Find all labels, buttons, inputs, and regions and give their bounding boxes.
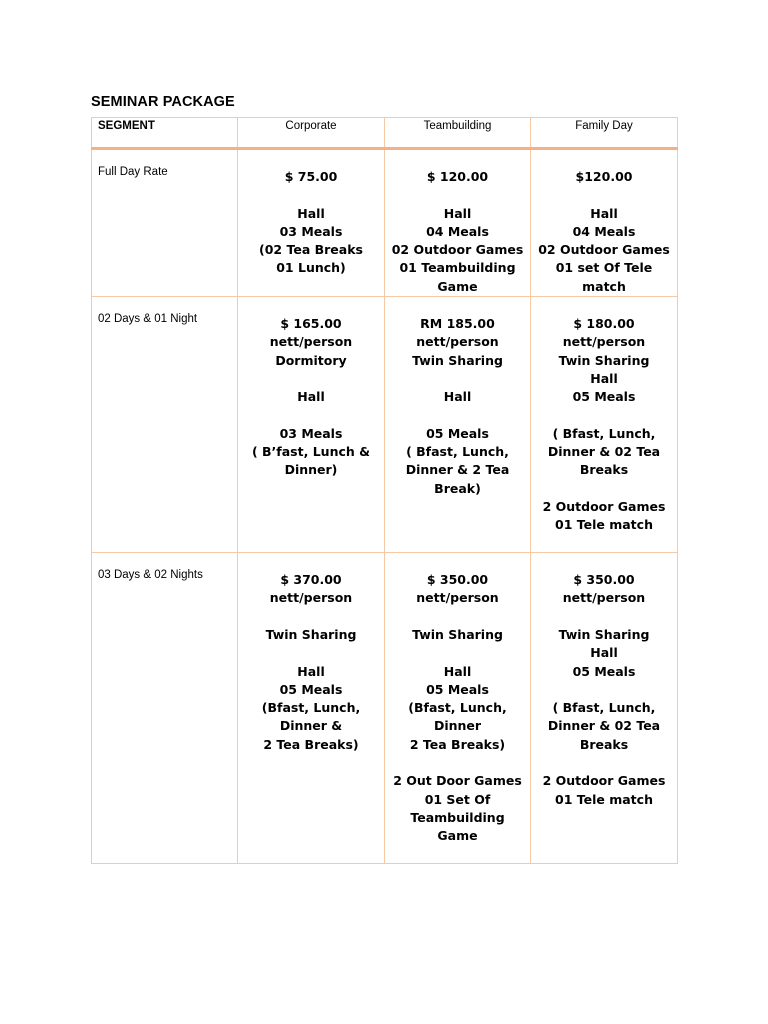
teambuilding-cell — [385, 553, 531, 864]
cell-line: 2 Outdoor Games — [542, 499, 666, 515]
corporate-cell — [238, 297, 385, 553]
cell-line: Break) — [434, 480, 481, 496]
cell-line: RM 185.00 — [420, 316, 495, 332]
cell-line: Teambuilding — [410, 809, 505, 825]
cell-line: Hall — [590, 205, 618, 221]
cell-line: $ 350.00 — [426, 572, 489, 588]
cell-line: Hall — [297, 389, 325, 405]
segment-label: 02 Days & 01 Night — [98, 313, 198, 326]
table-row — [92, 297, 678, 553]
cell-line: 2 Out Door Games — [393, 773, 522, 789]
family-day-cell — [531, 553, 678, 864]
cell-line: Breaks — [579, 736, 629, 752]
cell-line: Twin Sharing — [412, 626, 503, 642]
cell-line: Hall — [443, 389, 472, 405]
cell-line: 01 Teambuilding — [399, 260, 516, 276]
cell-line: 04 Meals — [572, 223, 636, 239]
cell-line: 05 Meals — [426, 681, 489, 697]
cell-line — [535, 186, 673, 204]
cell-line: Hall — [443, 663, 472, 679]
header-teambuilding: Teambuilding — [385, 118, 531, 149]
segment-label: Full Day Rate — [98, 166, 168, 178]
segment-cell — [92, 297, 238, 553]
corporate-cell — [238, 553, 385, 864]
cell-line: 2 Outdoor Games — [542, 773, 666, 789]
cell-line: ( Bfast, Lunch, — [552, 700, 656, 716]
cell-line: Hall — [297, 205, 325, 221]
table-header-row — [92, 118, 678, 149]
cell-line: Hall — [297, 663, 325, 679]
cell-line: $ 120.00 — [426, 169, 489, 184]
cell-line — [242, 407, 380, 425]
cell-line — [242, 370, 380, 388]
cell-line: 03 Meals — [279, 425, 343, 441]
cell-line: 02 Outdoor Games — [538, 242, 670, 258]
segment-cell — [92, 149, 238, 297]
family-day-cell — [531, 297, 678, 553]
cell-line — [389, 644, 526, 662]
cell-line: Twin Sharing — [558, 626, 650, 642]
cell-line: $ 370.00 — [280, 572, 342, 588]
cell-line: $ 165.00 — [280, 316, 342, 332]
cell-line: 2 Tea Breaks) — [263, 736, 359, 752]
cell-line: $120.00 — [575, 169, 633, 184]
cell-line: ( B’fast, Lunch & — [251, 444, 371, 460]
cell-line: 01 Lunch) — [276, 260, 346, 276]
header-family-day: Family Day — [531, 118, 678, 149]
segment-label: 03 Days & 02 Nights — [98, 569, 203, 582]
cell-line — [389, 407, 526, 425]
cell-line: Dinner & 2 Tea — [405, 462, 510, 478]
cell-line — [389, 370, 526, 388]
cell-line — [242, 644, 380, 662]
cell-line: 01 set Of Tele — [555, 260, 653, 276]
teambuilding-cell — [385, 149, 531, 297]
cell-line: Twin Sharing — [412, 352, 503, 368]
cell-line: nett/person — [416, 334, 499, 350]
cell-line — [535, 407, 673, 425]
cell-line: Breaks — [579, 462, 629, 478]
cell-line: $ 75.00 — [284, 169, 338, 184]
cell-line: (Bfast, Lunch, — [408, 700, 507, 716]
table-row — [92, 553, 678, 864]
cell-line: nett/person — [416, 590, 499, 606]
header-segment: SEGMENT — [92, 118, 238, 149]
cell-line: ( Bfast, Lunch, — [552, 425, 656, 441]
cell-line: nett/person — [562, 334, 646, 350]
cell-line: 02 Outdoor Games — [391, 242, 524, 258]
corporate-cell — [238, 149, 385, 297]
cell-line — [389, 608, 526, 626]
cell-line: $ 180.00 — [573, 316, 635, 332]
cell-line: Dormitory — [275, 352, 347, 368]
cell-line — [389, 754, 526, 772]
cell-line: Game — [437, 828, 478, 844]
cell-line — [535, 754, 673, 772]
cell-line: Hall — [590, 370, 618, 386]
cell-line: match — [582, 278, 626, 294]
cell-line: Twin Sharing — [558, 352, 650, 368]
cell-line: Hall — [590, 645, 618, 661]
cell-line: 01 Tele match — [555, 517, 653, 533]
cell-line: nett/person — [269, 334, 353, 350]
cell-line: 01 Tele match — [555, 791, 653, 807]
cell-line: nett/person — [269, 590, 353, 606]
cell-line: 03 Meals — [279, 223, 343, 239]
cell-line: Dinner — [433, 718, 482, 734]
cell-line: 05 Meals — [572, 663, 636, 679]
teambuilding-cell — [385, 297, 531, 553]
cell-line: Dinner) — [284, 462, 338, 478]
cell-line — [242, 186, 380, 204]
cell-line — [535, 608, 673, 626]
cell-line: 01 Set Of — [424, 791, 491, 807]
cell-line: ( Bfast, Lunch, — [406, 444, 509, 460]
cell-line — [535, 480, 673, 498]
cell-line: 05 Meals — [279, 681, 343, 697]
cell-line — [535, 681, 673, 699]
family-day-cell — [531, 149, 678, 297]
cell-line: (Bfast, Lunch, — [261, 700, 361, 716]
header-corporate: Corporate — [238, 118, 385, 149]
cell-line — [389, 186, 526, 204]
seminar-package-table — [91, 117, 678, 864]
cell-line: Game — [437, 278, 478, 294]
cell-line: Dinner & — [279, 718, 343, 734]
cell-line: 04 Meals — [426, 223, 489, 239]
cell-line: Dinner & 02 Tea — [547, 718, 661, 734]
cell-line: 2 Tea Breaks) — [409, 736, 506, 752]
cell-line — [242, 608, 380, 626]
table-row — [92, 149, 678, 297]
cell-line: Dinner & 02 Tea — [547, 444, 661, 460]
cell-line: Hall — [443, 205, 472, 221]
cell-line: 05 Meals — [426, 425, 489, 441]
cell-line: $ 350.00 — [573, 572, 635, 588]
page-title: SEMINAR PACKAGE — [91, 94, 235, 110]
cell-line: (02 Tea Breaks — [259, 242, 363, 258]
cell-line: Twin Sharing — [265, 626, 357, 642]
cell-line: nett/person — [562, 590, 646, 606]
cell-line: 05 Meals — [572, 389, 636, 405]
segment-cell — [92, 553, 238, 864]
